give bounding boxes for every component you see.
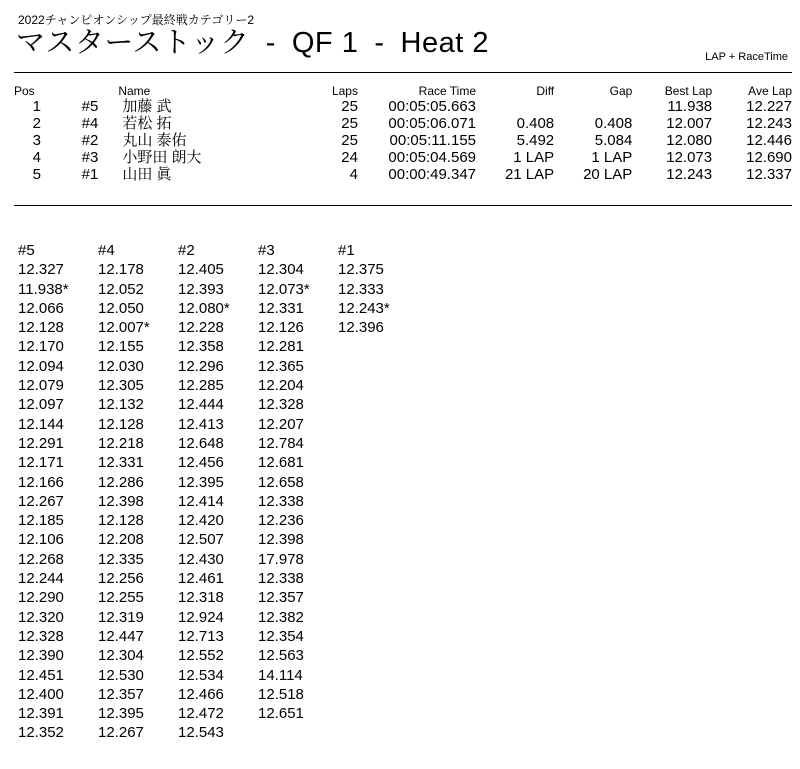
lap-time: 12.651 [258, 705, 304, 723]
title-separator: - [374, 27, 385, 59]
result-driver-name: 若松 拓 [122, 115, 172, 132]
result-gap [554, 98, 632, 115]
lap-time: 12.243* [338, 299, 390, 317]
lap-time: 12.178 [98, 261, 144, 279]
lap-time: 12.390 [18, 647, 64, 665]
result-race-time: 00:05:05.663 [388, 98, 477, 115]
lap-time: 12.398 [98, 492, 144, 510]
result-race-time: 00:05:06.071 [388, 115, 477, 132]
result-laps: 25 [341, 132, 358, 149]
lap-time: 12.171 [18, 454, 64, 472]
lap-column [258, 241, 338, 743]
lap-column-car-number: #2 [178, 242, 195, 259]
result-pos: 5 [32, 166, 41, 183]
lap-time: 12.466 [178, 685, 224, 703]
result-pos: 2 [32, 115, 41, 132]
lap-time: 12.391 [18, 705, 64, 723]
lap-time: 12.405 [178, 261, 224, 279]
results-table [14, 82, 792, 183]
lap-time: 12.393 [178, 280, 224, 298]
result-driver-name: 小野田 朗大 [122, 149, 202, 166]
lap-time: 12.331 [258, 299, 304, 317]
lap-time: 12.050 [98, 299, 144, 317]
divider [14, 205, 792, 206]
lap-time: 12.518 [258, 685, 304, 703]
lap-time: 12.552 [178, 647, 224, 665]
lap-time: 12.447 [98, 627, 144, 645]
lap-time: 12.413 [178, 415, 224, 433]
lap-time: 12.461 [178, 570, 224, 588]
lap-time: 12.281 [258, 338, 304, 356]
lap-time: 12.304 [258, 261, 304, 279]
lap-time: 12.357 [258, 589, 304, 607]
lap-column-car-number: #3 [258, 242, 275, 259]
col-number [82, 82, 119, 98]
lap-time: 12.530 [98, 666, 144, 684]
result-diff: 0.408 [516, 115, 555, 132]
lap-time: 12.228 [178, 319, 224, 337]
lap-time: 12.398 [258, 531, 304, 549]
lap-time: 12.132 [98, 396, 144, 414]
class-name: マスターストック [16, 27, 250, 59]
lap-time: 12.106 [18, 531, 64, 549]
result-row [14, 149, 792, 166]
lap-time: 12.255 [98, 589, 144, 607]
lap-time: 12.784 [258, 434, 304, 452]
result-race-time: 00:05:11.155 [389, 132, 477, 149]
lap-time: 12.395 [98, 705, 144, 723]
result-diff: 5.492 [516, 132, 555, 149]
result-gap: 5.084 [594, 132, 633, 149]
lap-time: 12.352 [18, 724, 64, 742]
col-best-lap: Best Lap [664, 84, 713, 98]
result-ave-lap: 12.690 [746, 149, 792, 166]
result-race-time: 00:00:49.347 [388, 166, 477, 183]
lap-time: 12.338 [258, 492, 304, 510]
lap-time: 12.456 [178, 454, 224, 472]
lap-time: 12.331 [98, 454, 144, 472]
lap-column [178, 241, 258, 743]
session-name: QF 1 [291, 27, 359, 59]
result-row [14, 98, 792, 115]
result-ave-lap: 12.227 [746, 98, 792, 115]
col-pos: Pos [14, 84, 35, 98]
lap-time: 12.007* [98, 319, 150, 337]
result-car-number: #3 [81, 149, 99, 166]
lap-time: 12.335 [98, 550, 144, 568]
lap-time: 12.382 [258, 608, 304, 626]
lap-time: 12.451 [18, 666, 64, 684]
result-best-lap: 12.007 [666, 115, 713, 132]
lap-time: 12.396 [338, 319, 384, 337]
result-diff: 21 LAP [504, 166, 555, 183]
lap-time: 12.444 [178, 396, 224, 414]
result-row [14, 166, 792, 183]
col-diff: Diff [536, 84, 555, 98]
result-row [14, 132, 792, 149]
lap-time: 12.290 [18, 589, 64, 607]
result-ave-lap: 12.243 [746, 115, 792, 132]
lap-time: 12.155 [98, 338, 144, 356]
col-race-time: Race Time [418, 84, 477, 98]
result-gap: 1 LAP [591, 149, 633, 166]
lap-time: 12.268 [18, 550, 64, 568]
result-ave-lap: 12.446 [746, 132, 792, 149]
result-pos: 4 [32, 149, 41, 166]
result-row [14, 115, 792, 132]
lap-time: 12.128 [18, 319, 64, 337]
lap-time: 12.304 [98, 647, 144, 665]
title-separator: - [265, 27, 276, 59]
col-gap: Gap [609, 84, 633, 98]
lap-time: 12.318 [178, 589, 224, 607]
lap-time: 12.319 [98, 608, 144, 626]
lap-column [338, 241, 418, 743]
result-gap: 0.408 [594, 115, 633, 132]
lap-time: 12.338 [258, 570, 304, 588]
event-subtitle: 2022チャンピオンシップ最終戦カテゴリー2 [18, 13, 254, 27]
lap-time: 12.286 [98, 473, 144, 491]
lap-time: 12.094 [18, 357, 64, 375]
lap-time: 12.066 [18, 299, 64, 317]
result-pos: 3 [32, 132, 41, 149]
lap-time: 12.658 [258, 473, 304, 491]
lap-time: 12.681 [258, 454, 304, 472]
result-car-number: #2 [81, 132, 99, 149]
lap-time: 12.166 [18, 473, 64, 491]
result-car-number: #4 [81, 115, 99, 132]
lap-time: 12.236 [258, 512, 304, 530]
lap-time: 12.073* [258, 280, 310, 298]
lap-time: 12.097 [18, 396, 64, 414]
lap-time: 12.080* [178, 299, 230, 317]
lap-time: 12.400 [18, 685, 64, 703]
lap-time: 12.144 [18, 415, 64, 433]
lap-time: 12.285 [178, 377, 224, 395]
result-laps: 24 [341, 149, 358, 166]
lap-time: 12.354 [258, 627, 304, 645]
lap-time: 11.938* [18, 280, 69, 298]
page-title [16, 23, 489, 63]
result-best-lap: 11.938 [667, 98, 713, 115]
lap-column [18, 241, 98, 743]
result-driver-name: 山田 眞 [122, 166, 172, 183]
lap-column [98, 241, 178, 743]
lap-time: 12.291 [18, 434, 64, 452]
lap-time: 12.328 [258, 396, 304, 414]
result-laps: 25 [341, 98, 358, 115]
result-race-time: 00:05:04.569 [388, 149, 477, 166]
result-best-lap: 12.243 [666, 166, 713, 183]
lap-time: 12.327 [18, 261, 64, 279]
lap-time: 12.079 [18, 377, 64, 395]
lap-time: 12.218 [98, 434, 144, 452]
lap-time: 12.430 [178, 550, 224, 568]
result-driver-name: 丸山 泰佑 [122, 132, 187, 149]
lap-time: 12.395 [178, 473, 224, 491]
lap-time: 12.256 [98, 570, 144, 588]
divider [14, 72, 792, 73]
lap-time: 12.207 [258, 415, 304, 433]
lap-time: 12.185 [18, 512, 64, 530]
result-best-lap: 12.073 [666, 149, 713, 166]
lap-time: 12.170 [18, 338, 64, 356]
lap-time: 12.713 [178, 627, 224, 645]
lap-column-car-number: #1 [338, 242, 355, 259]
lap-time: 12.358 [178, 338, 224, 356]
lap-time: 12.563 [258, 647, 304, 665]
lap-time: 12.305 [98, 377, 144, 395]
results-header-row [14, 82, 792, 98]
lap-column-car-number: #5 [18, 242, 35, 259]
result-gap: 20 LAP [583, 166, 633, 183]
lap-time: 12.320 [18, 608, 64, 626]
lap-time: 12.543 [178, 724, 224, 742]
heat-name: Heat 2 [400, 27, 489, 59]
lap-time: 12.267 [18, 492, 64, 510]
lap-time: 12.328 [18, 627, 64, 645]
lap-time: 12.052 [98, 280, 144, 298]
result-best-lap: 12.080 [666, 132, 713, 149]
lap-time: 12.128 [98, 415, 144, 433]
col-laps: Laps [331, 84, 358, 98]
lap-time: 12.128 [98, 512, 144, 530]
col-ave-lap: Ave Lap [748, 84, 792, 98]
lap-time: 12.472 [178, 705, 224, 723]
lap-time: 12.267 [98, 724, 144, 742]
lap-times-grid [18, 241, 418, 743]
lap-time: 12.204 [258, 377, 304, 395]
lap-time: 12.208 [98, 531, 144, 549]
report-mode: LAP + RaceTime [705, 51, 788, 63]
lap-time: 12.357 [98, 685, 144, 703]
result-ave-lap: 12.337 [746, 166, 792, 183]
lap-time: 12.296 [178, 357, 224, 375]
lap-time: 12.534 [178, 666, 224, 684]
lap-time: 12.648 [178, 434, 224, 452]
result-laps: 4 [349, 166, 358, 183]
result-laps: 25 [341, 115, 358, 132]
lap-time: 12.507 [178, 531, 224, 549]
result-driver-name: 加藤 武 [122, 98, 172, 115]
result-car-number: #5 [81, 98, 99, 115]
lap-time: 14.114 [258, 666, 303, 684]
result-diff [476, 98, 554, 115]
col-name: Name [118, 84, 151, 98]
lap-time: 12.414 [178, 492, 224, 510]
result-diff: 1 LAP [513, 149, 555, 166]
lap-time: 12.420 [178, 512, 224, 530]
result-pos: 1 [32, 98, 41, 115]
lap-column-car-number: #4 [98, 242, 115, 259]
lap-time: 12.924 [178, 608, 224, 626]
lap-time: 12.030 [98, 357, 144, 375]
lap-time: 12.333 [338, 280, 384, 298]
lap-time: 12.365 [258, 357, 304, 375]
lap-time: 12.126 [258, 319, 304, 337]
result-car-number: #1 [81, 166, 99, 183]
lap-time: 17.978 [258, 550, 304, 568]
lap-time: 12.375 [338, 261, 384, 279]
lap-time: 12.244 [18, 570, 64, 588]
